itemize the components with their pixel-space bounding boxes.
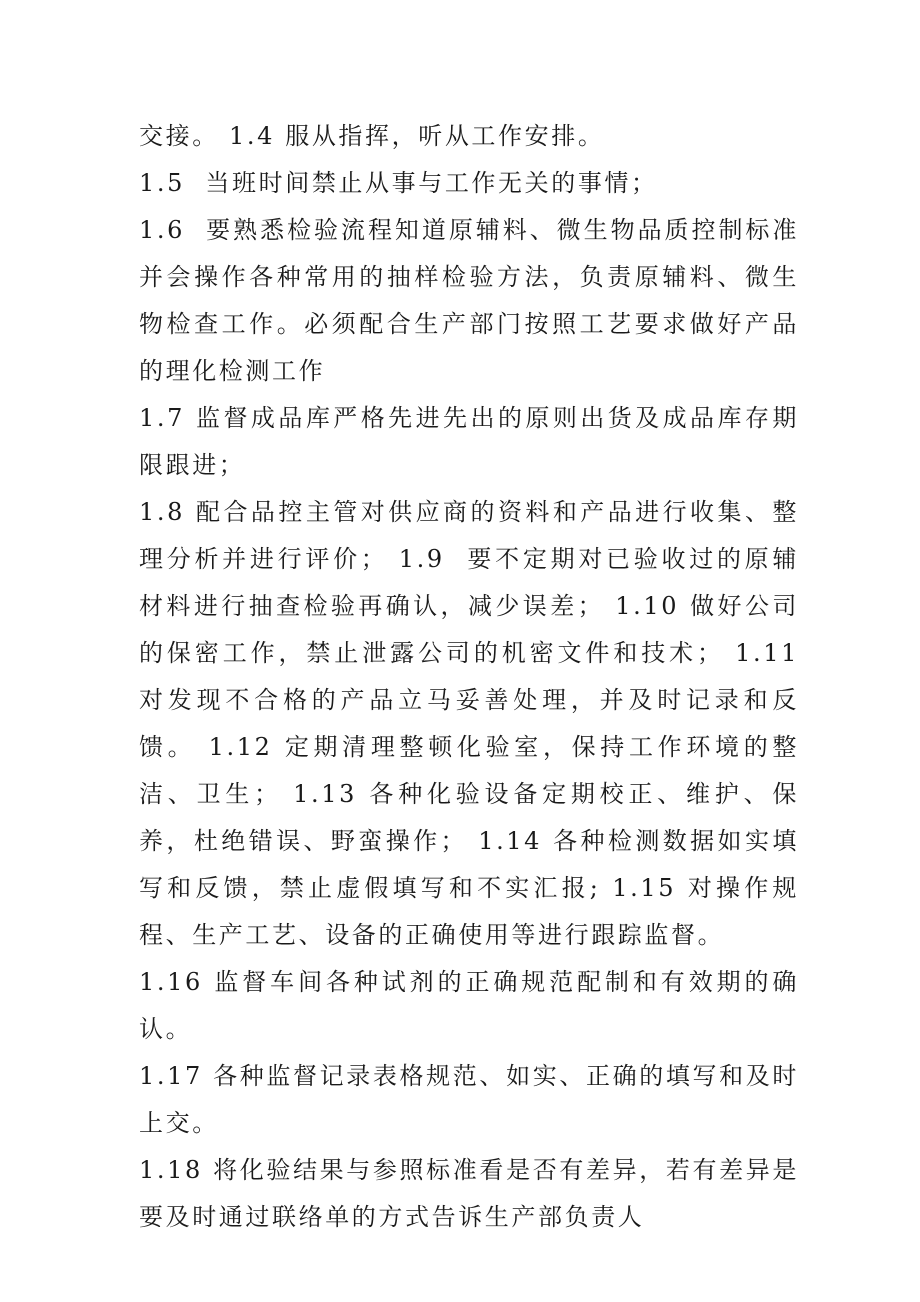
- paragraph-1-16: 1.16 监督车间各种试剂的正确规范配制和有效期的确认。: [139, 968, 799, 1043]
- document-body: [139, 113, 810, 1241]
- paragraph-1-8-to-1-15: 1.8 配合品控主管对供应商的资料和产品进行收集、整理分析并进行评价； 1.9 要不定期对已验收过的原辅材料进行抽查检验再确认，减少误差； 1.10 做好公司的保密工作，禁止泄露公司的机密文件和技术； 1.11 对发现不合格的产品立马妥善处理，并及时记录和反馈。 1.12 定期清理整顿化验室，保持工作环境的整洁、卫生； 1.13 各种化验设备定期校正、维护、保养，杜绝错误、野蛮操作； 1.14 各种检测数据如实填写和反馈，禁止虚假填写和不实汇报; 1.15 对操作规程、生产工艺、设备的正确使用等进行跟踪监督。: [139, 498, 810, 949]
- paragraph-1-17: 1.17 各种监督记录表格规范、如实、正确的填写和及时上交。: [139, 1062, 799, 1137]
- paragraph-1-6: 1.6 要熟悉检验流程知道原辅料、微生物品质控制标准并会操作各种常用的抽样检验方法，负责原辅料、微生物检查工作。必须配合生产部门按照工艺要求做好产品的理化检测工作: [139, 216, 799, 385]
- paragraph-1-4: 交接。 1.4 服从指挥，听从工作安排。: [139, 122, 605, 150]
- paragraph-1-5: 1.5 当班时间禁止从事与工作无关的事情；: [139, 169, 658, 197]
- paragraph-1-18: 1.18 将化验结果与参照标准看是否有差异，若有差异是要及时通过联络单的方式告诉生产部负责人: [139, 1156, 799, 1231]
- paragraph-1-7: 1.7 监督成品库严格先进先出的原则出货及成品库存期限跟进；: [139, 404, 799, 479]
